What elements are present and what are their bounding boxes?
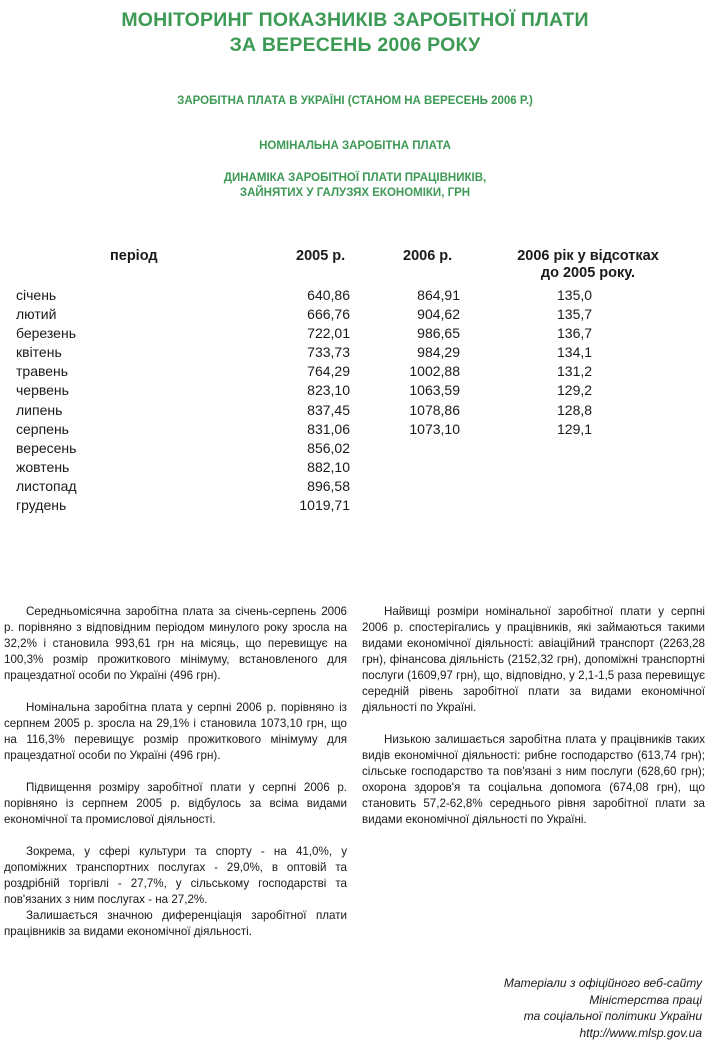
table-row [0,362,710,381]
month-cell: грудень [16,497,67,514]
header-percent-line2: до 2005 року. [540,265,636,281]
source-line: Міністерства праці [589,992,702,1007]
subsection-heading: НОМІНАЛЬНА ЗАРОБІТНА ПЛАТА [259,140,451,152]
table-caption-line1: ДИНАМІКА ЗАРОБІТНОЇ ПЛАТИ ПРАЦІВНИКІВ, [223,172,487,184]
table-row [0,458,710,477]
month-cell: березень [16,325,76,342]
month-cell: листопад [16,477,77,494]
source-url-link[interactable]: http://www.mlsp.gov.ua [579,1025,702,1040]
value-2006-cell: 984,29 [417,344,460,361]
value-2005-cell: 837,45 [307,401,350,418]
table-body [0,286,710,515]
paragraph: Найвищі розміри номінальної заробітної плати у серпні 2006 р. спостерігались у працівників, які займаються такими видами економічної діяльності: авіаційний транспорт (2263,28 грн), фінансова діяльність (2152,32 грн), допоміжні транспортні послуги (1609,97 грн), що, відповідно, у 2,1-1,5 раза перевищує середній рівень заробітної плати за видами економічної діяльності по Україні. [362,605,705,714]
page-title-line2: ЗА ВЕРЕСЕНЬ 2006 РОКУ [229,34,481,56]
table-row [0,343,710,362]
value-2005-cell: 896,58 [307,477,350,494]
paragraph: Середньомісячна заробітна плата за січень-серпень 2006 р. порівняно з відповідним періодом минулого року зросла на 32,2% і становила 993,61 грн на місяць, що перевищує на 100,3% розмір прожиткового мінімуму, встановленого для працездатної особи по Україні (496 грн). [4,605,347,682]
table-row [0,401,710,420]
month-cell: липень [16,401,63,418]
value-2005-cell: 882,10 [307,458,350,475]
source-line: та соціальної політики України [523,1009,702,1023]
percent-cell: 135,7 [557,306,593,323]
percent-cell: 135,0 [557,287,593,303]
table-row [0,496,710,515]
section-heading: ЗАРОБІТНА ПЛАТА В УКРАЇНІ (СТАНОМ НА ВЕРЕСЕНЬ 2006 Р.) [177,95,533,107]
value-2005-cell: 764,29 [307,363,350,380]
page-title [0,8,710,58]
month-cell: червень [16,382,69,399]
value-2005-cell: 856,02 [307,439,350,456]
source-attribution [504,975,702,1041]
body-column-right [362,604,705,844]
table-row [0,381,710,400]
month-cell: вересень [16,439,77,456]
value-2005-cell: 831,06 [307,420,350,437]
value-2005-cell: 666,76 [307,306,350,323]
percent-cell: 128,8 [557,401,593,418]
month-cell: серпень [16,420,69,437]
month-cell: травень [16,363,69,380]
value-2006-cell: 1073,10 [409,420,460,437]
value-2005-cell: 733,73 [307,344,350,361]
value-2006-cell: 986,65 [417,325,460,342]
header-2005: 2005 р. [296,248,346,264]
percent-cell: 129,2 [557,382,593,399]
value-2006-cell: 1078,86 [409,401,460,418]
paragraph: Підвищення розміру заробітної плати у серпні 2006 р. порівняно із серпнем 2005 р. відбулось за всіма видами економічної та промислової діяльності. [4,781,347,826]
value-2005-cell: 722,01 [307,325,350,342]
value-2006-cell: 1063,59 [409,382,460,399]
percent-cell: 136,7 [557,325,593,342]
table-row [0,477,710,496]
header-percent [498,248,678,282]
table-row [0,324,710,343]
month-cell: жовтень [16,458,70,475]
paragraph: Низькою залишається заробітна плата у працівників таких видів економічної діяльності: рибне господарство (613,74 грн); сільське господарство та пов'язані з ним послуги (628,60 грн); охорона здоров'я та соціальна допомога (674,08 грн), що становить 57,2-62,8% середнього рівня заробітної плати за видами економічної діяльності по Україні. [362,733,705,826]
month-cell: квітень [16,344,62,361]
value-2005-cell: 823,10 [307,382,350,399]
header-percent-line1: 2006 рік у відсотках [517,248,659,264]
table-row [0,420,710,439]
percent-cell: 129,1 [557,420,593,437]
month-cell: лютий [16,306,57,323]
month-cell: січень [16,287,57,303]
percent-cell: 131,2 [557,363,593,380]
percent-cell: 134,1 [557,344,593,361]
header-2006: 2006 р. [403,248,453,264]
paragraph: Зокрема, у сфері культури та спорту - на 41,0%, у допоміжних транспортних послугах - 29,0%, в оптовій та роздрібній торгівлі - 27,7%, у сільському господарстві та пов'язаних з ним послугах - на 27,2%. [4,845,347,906]
table-row [0,286,710,305]
table-row [0,305,710,324]
source-line: Матеріали з офіційного веб-сайту [503,976,702,990]
table-caption [0,171,710,201]
paragraph: Залишається значною диференціація заробітної плати працівників за видами економічної діяльності. [4,909,347,938]
table-caption-line2: ЗАЙНЯТИХ У ГАЛУЗЯХ ЕКОНОМІКИ, ГРН [239,187,471,199]
table-row [0,439,710,458]
value-2005-cell: 640,86 [307,287,350,303]
paragraph: Номінальна заробітна плата у серпні 2006 р. порівняно із серпнем 2005 р. зросла на 29,1% і становила 1073,10 грн, що на 116,3% перевищує розмір прожиткового мінімуму для працездатної особи по Україні (496 грн). [4,701,347,762]
page-title-line1: МОНІТОРИНГ ПОКАЗНИКІВ ЗАРОБІТНОЇ ПЛАТИ [121,9,589,31]
body-column-left [4,604,347,956]
header-period: період [110,248,158,264]
value-2006-cell: 864,91 [417,287,460,303]
value-2006-cell: 1002,88 [409,363,460,380]
value-2005-cell: 1019,71 [299,497,350,514]
value-2006-cell: 904,62 [417,306,460,323]
